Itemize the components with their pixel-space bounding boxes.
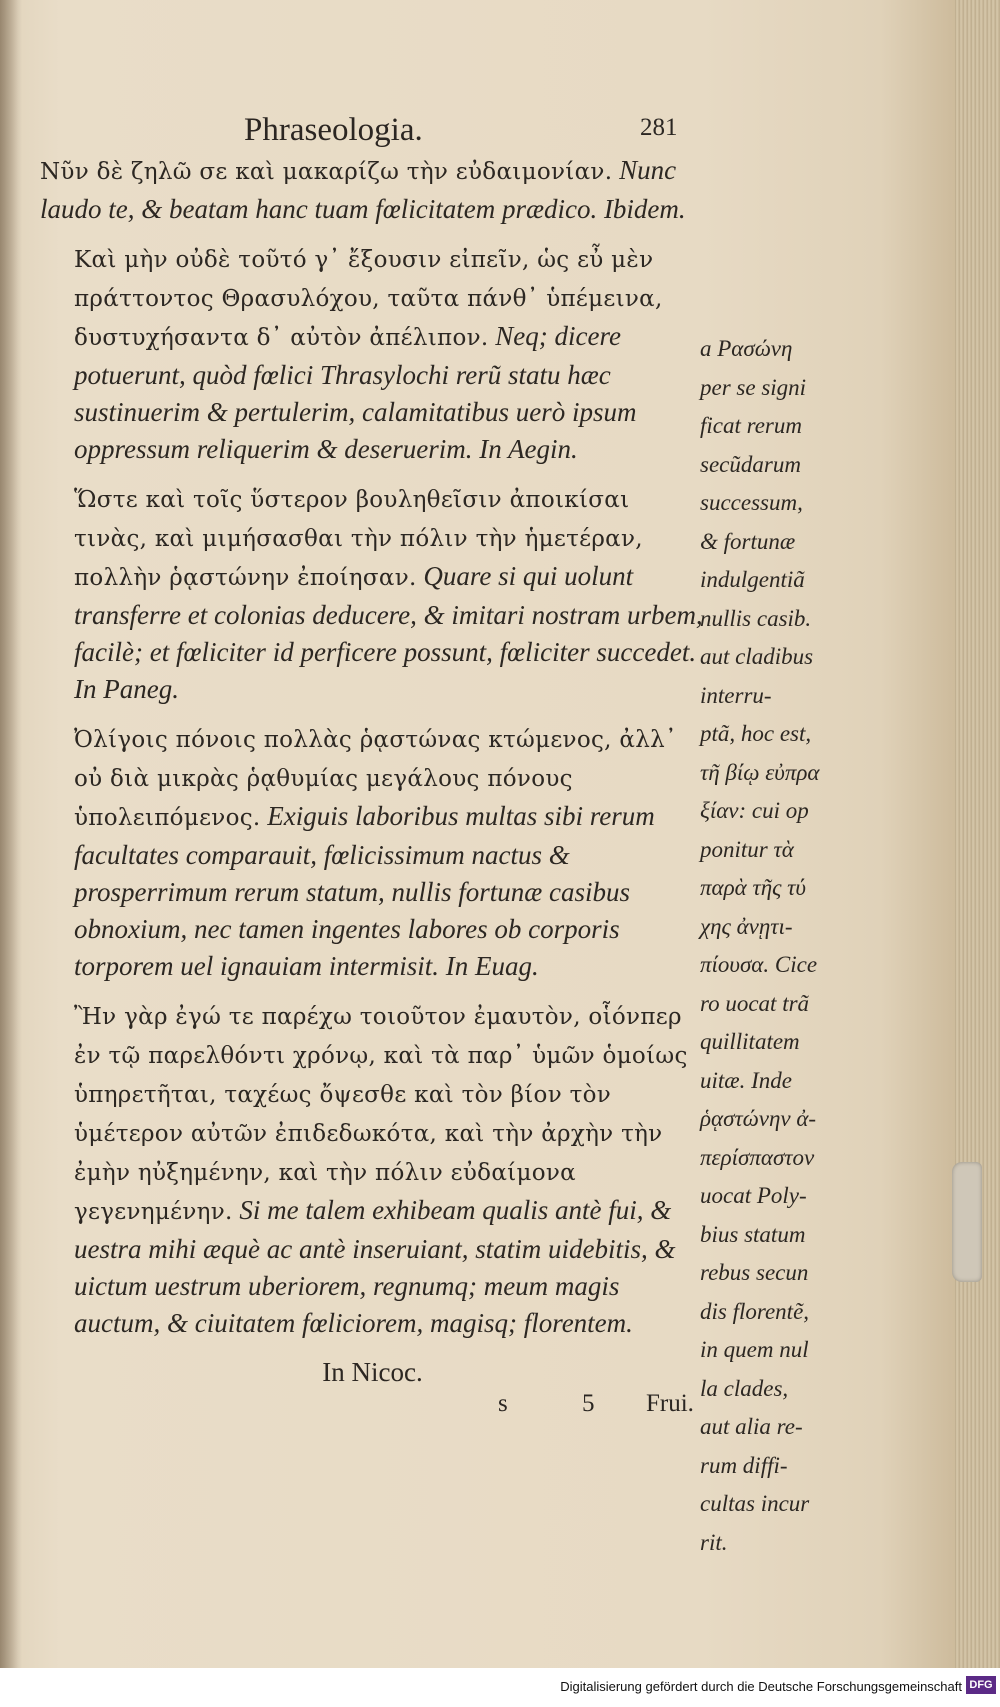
greek-text: Ἢν γὰρ ἐγώ τε παρέχω τοιοῦτον ἐμαυτὸν, οἷόνπερ ἐν τῷ παρελθόντι χρόνῳ, καὶ τὰ παρ᾽ ὑμῶν ὁμοίως ὑπηρετῆται, ταχέως ὄψεσθε καὶ τὸν βίον τὸν ὑμέτερον αὐτῶν ἐπιδεδωκότα, καὶ τὴν ἀρχὴν τὴν ἐμὴν ηὐξημένην, καὶ τὴν πόλιν εὐδαίμονα γεγενημένην. xyxy=(74,1004,688,1225)
margin-note-line: in quem nul xyxy=(700,1337,809,1362)
margin-note-line: χης ἀνῃτι- xyxy=(700,913,793,939)
latin-text: Si me talem exhibeam qualis antè fui, & uestra mihi æquè ac antè inseruiant, statim uidebitis, & uictum uestrum uberiorem, regnumq; meum magis auctum, & ciuitatem fœliciorem, magisq; florentem. xyxy=(74,1195,676,1338)
credit-text: Digitalisierung gefördert durch die Deutsche Forschungsgemeinschaft xyxy=(560,1679,962,1694)
greek-text: Ὥστε καὶ τοῖς ὕστερον βουληθεῖσιν ἀποικίσαι τινὰς, καὶ μιμήσασθαι τὴν πόλιν τὴν ἡμετέραν, πολλὴν ῥᾳστώνην ἐποίησαν. xyxy=(74,487,643,591)
margin-note-line: ro uocat trã xyxy=(700,990,810,1016)
latin-text: Quare si qui uolunt transferre et colonias deducere, & imitari nostram urbem, facilè; et fœliciter id perficere possunt, fœliciter succedet. In Paneg. xyxy=(74,561,703,704)
dfg-logo: DFG xyxy=(966,1676,996,1694)
margin-note-line: interru- xyxy=(700,682,772,708)
margin-note-line: bius statum xyxy=(700,1221,806,1247)
passage-1 xyxy=(40,152,705,228)
margin-note-line: uocat Poly- xyxy=(700,1183,807,1208)
running-title: Phraseologia. xyxy=(244,112,423,148)
page-number: 281 xyxy=(640,114,678,141)
margin-note-line: πίουσα. Cice xyxy=(700,952,818,977)
greek-text: Ὀλίγοις πόνοις πολλὰς ῥᾳστώνας κτώμενος, ἀλλ᾽ οὐ διὰ μικρὰς ῥᾳθυμίας μεγάλους πόνους ὑπολειπόμενος. xyxy=(74,727,677,831)
margin-note-line: per se signi xyxy=(700,374,807,400)
margin-note-line: nullis casib. xyxy=(700,605,812,631)
margin-note-line: ptã, hoc est, xyxy=(700,721,812,746)
latin-text: Nunc laudo te, & beatam hanc tuam fœlicitatem prædico. Ibidem. xyxy=(40,155,686,224)
main-text xyxy=(40,152,705,1403)
margin-note-line: cultas incur xyxy=(700,1491,810,1516)
margin-note-line: dis florentẽ, xyxy=(700,1298,810,1324)
greek-text: Νῦν δὲ ζηλῶ σε καὶ μακαρίζω τὴν εὐδαιμονίαν. xyxy=(40,159,613,185)
margin-note-line: παρὰ τῆς τύ xyxy=(700,875,806,900)
margin-note xyxy=(700,330,850,1562)
passage-3 xyxy=(40,480,705,708)
margin-note-line: successum, xyxy=(700,490,803,515)
margin-note-line: uitæ. Inde xyxy=(700,1067,792,1093)
latin-text: Neq; dicere potuerunt, quòd fœlici Thrasylochi rerũ statu hæc sustinuerim & pertulerim, calamitatibus uerò ipsum oppressum reliquerim & deseruerim. In Aegin. xyxy=(74,321,637,464)
passage-2 xyxy=(40,240,705,468)
margin-note-line: ficat rerum xyxy=(700,413,802,438)
greek-text: Καὶ μὴν οὐδὲ τοῦτό γ᾽ ἔξουσιν εἰπεῖν, ὡς εὖ μὲν πράττοντος Θρασυλόχου, ταῦτα πάνθ᾽ ὑπέμεινα, δυστυχήσαντα δ᾽ αὐτὸν ἀπέλιπον. xyxy=(74,247,663,351)
margin-note-line: rum diffi- xyxy=(700,1452,788,1478)
catchword: Frui. xyxy=(646,1390,694,1417)
page-edges xyxy=(955,0,1000,1668)
page-footer xyxy=(0,1390,955,1430)
margin-note-line: ῥᾳστώνην ἀ- xyxy=(700,1106,817,1131)
source-note: In Nicoc. xyxy=(322,1357,423,1387)
latin-text: Exiguis laboribus multas sibi rerum facultates comparauit, fœlicissimum nactus & prosperrimum rerum statum, nullis fortunæ casibus obnoxium, nec tamen ingentes labores ob corporis torporem uel ignauiam intermisit. In Euag. xyxy=(74,801,655,981)
signature-mark: s 5 xyxy=(498,1390,629,1417)
margin-note-line: rit. xyxy=(700,1529,728,1555)
passage-4 xyxy=(40,720,705,985)
margin-note-line: quillitatem xyxy=(700,1029,800,1054)
margin-note-line: aut alia re- xyxy=(700,1414,803,1439)
margin-note-line: & fortunæ xyxy=(700,528,796,554)
margin-note-line: περίσπαστον xyxy=(700,1144,815,1170)
margin-note-line: aut cladibus xyxy=(700,644,814,669)
margin-note-line: rebus secun xyxy=(700,1260,809,1285)
margin-note-line: τῆ βίῳ εὐπρα xyxy=(700,759,820,785)
passage-5 xyxy=(40,997,705,1342)
margin-note-line: indulgentiã xyxy=(700,567,805,592)
credit-bar xyxy=(0,1668,1000,1707)
margin-note-line: ξίαν: cui op xyxy=(700,798,809,823)
margin-note-line: a Ρασώνη xyxy=(700,336,793,361)
margin-note-line: la clades, xyxy=(700,1375,789,1401)
book-clasp xyxy=(952,1162,982,1282)
margin-note-line: ponitur τὰ xyxy=(700,836,794,862)
margin-note-line: secũdarum xyxy=(700,451,801,477)
